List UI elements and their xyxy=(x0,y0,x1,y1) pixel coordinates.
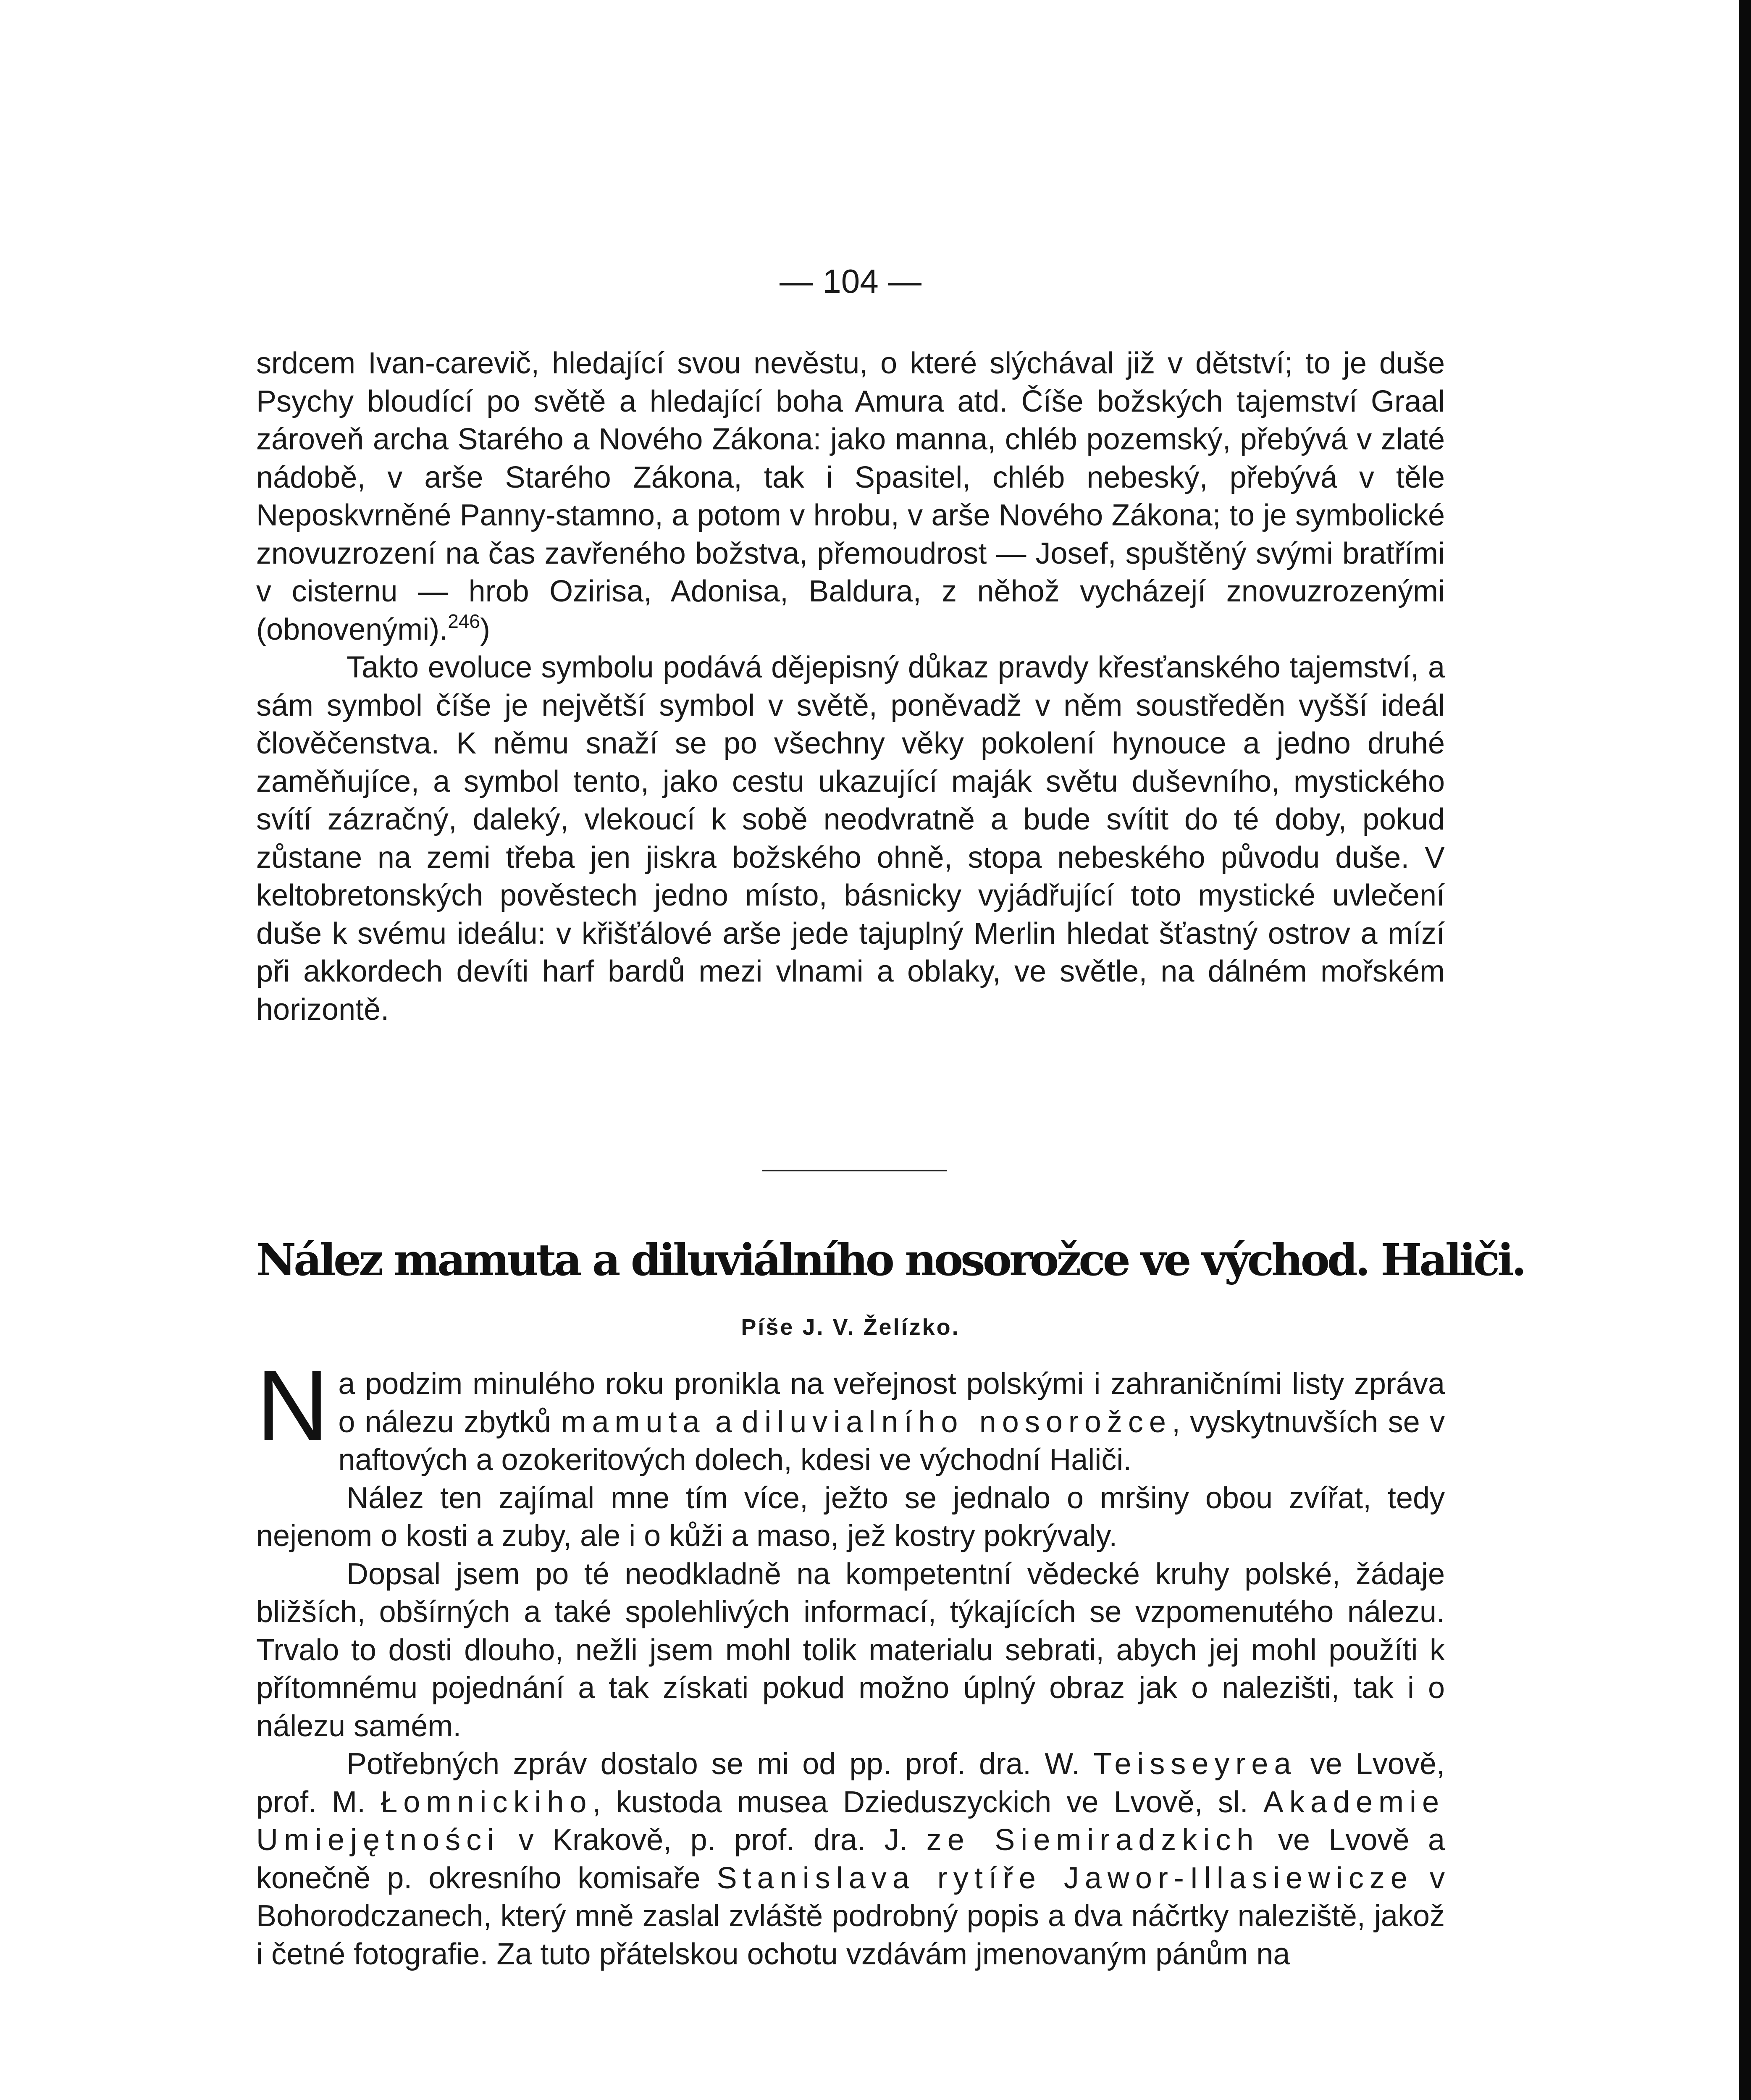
text: Potřebných zpráv dostalo se mi od pp. prof. dra. W. xyxy=(347,1747,1094,1781)
page-number: — 104 — xyxy=(780,262,921,300)
paragraph-symbol-evolution: Takto evoluce symbolu podává dějepisný důkaz pravdy křesťanského tajemství, a sám symbol číše je největší symbol v světě, poněvadž v něm soustředěn vyšší ideál člověčenstva. K němu snaží se po všechny věky pokolení hynouce a jedno druhé zaměňujíce, a symbol tento, jako cestu ukazující maják světu duševního, mystického svítí zázračný, daleký, vlekoucí k sobě neodvratně a bude svítit do té doby, pokud zůstane na zemi třeba jen jiskra božského ohně, stopa nebeského původu duše. V keltobretonských pověstech jedno místo, básnicky vyjádřující toto mystické uvlečení duše k svému ideálu: v křišťálové arše jede tajuplný Merlin hledat šťastný ostrov a mízí při akkordech devíti harf bardů mezi vlnami a oblaky, ve světle, na dálném mořském horizontě. xyxy=(256,651,1445,1026)
text: v Krakově, p. prof. dra. J. xyxy=(500,1823,927,1857)
footnote-ref: 246 xyxy=(448,610,480,632)
text: , kustoda musea Dzieduszyckich ve Lvově, sl. xyxy=(592,1785,1263,1819)
paragraph-text: srdcem Ivan-carevič, hledající svou nevěstu, o které slýchával již v dětství; to je duše Psychy bloudící po světě a hledající boha Amura atd. Číše božských tajemství Graal zároveň archa Starého a Nového Zákona: jako manna, chléb pozemský, přebývá v zlaté nádobě, v arše Starého Zákona, tak i Spasitel, chléb nebeský, přebývá v těle Neposkvrněné Panny-stamno, a potom v hrobu, v arše Nového Zákona; to je symbolické znovuzrození na čas zavřeného božstva, přemoudrost — Josef, spuštěný svými bratřími v cisternu — hrob Ozirisa, Adonisa, Baldura, z něhož vycházejí znovuzrozenými (obnovenými). xyxy=(256,346,1445,646)
spaced-name: Teisseyrea xyxy=(1093,1747,1297,1781)
text: , vyskytnuvších se v naftových a ozokeritových dolech, kdesi ve východní Haliči. xyxy=(338,1405,1445,1477)
paragraph-continuation xyxy=(256,344,1445,648)
article-title: Nález mamuta a diluviálního nosorožce ve východ. Haliči. xyxy=(256,1234,1524,1286)
article-paragraph-2: Nález ten zajímal mne tím více, ježto se jednalo o mršiny obou zvířat, tedy nejenom o kosti a zuby, ale i o kůži a maso, jež kostry pokrývaly. xyxy=(256,1481,1445,1553)
article-body xyxy=(256,1349,1445,1973)
spaced-term: diluvialního nosorožce xyxy=(742,1405,1172,1439)
article-byline: Píše J. V. Želízko. xyxy=(741,1315,960,1340)
spaced-term: mamuta xyxy=(561,1405,706,1439)
text: a xyxy=(705,1405,742,1439)
article-paragraph-1 xyxy=(256,1349,1445,1479)
spaced-name: Łomnickiho xyxy=(381,1785,593,1819)
scan-edge xyxy=(1739,0,1751,2100)
article-paragraph-3: Dopsal jsem po té neodkladně na kompetentní vědecké kruhy polské, žádaje bližších, obšírných a také spolehlivých informací, týkajících se vzpomenutého nálezu. Trvalo to dosti dlouho, nežli jsem mohl tolik materialu sebrati, abych jej mohl použíti k přítomnému pojednání a tak získati pokud možno úplný obraz jak o nalezišti, tak i o nálezu samém. xyxy=(256,1557,1445,1743)
spaced-name: ze Siemiradzkich xyxy=(926,1823,1260,1857)
text: ve Lvově, prof. M. xyxy=(256,1747,1445,1819)
section-separator xyxy=(762,1170,947,1171)
paragraph-text-tail: ) xyxy=(480,612,490,646)
section-continuation xyxy=(256,344,1445,1029)
spaced-name: Stanislava rytíře Jawor-Illasiewicze xyxy=(717,1861,1413,1895)
article-paragraph-4 xyxy=(256,1745,1445,1973)
text: a podzim minulého roku pronikla na veřejnost polskými i zahraničními listy zpráva o nálezu zbytků xyxy=(338,1367,1445,1439)
spaced-name: Akademie Umiejętności xyxy=(256,1785,1445,1857)
drop-cap: N xyxy=(256,1349,329,1462)
text: v Bohorodczanech, který mně zaslal zvláště podrobný popis a dva náčrtky naleziště, jakož i četné fotografie. Za tuto přátelskou ochotu vzdávám jmenovaným pánům na xyxy=(256,1861,1445,1971)
text: ve Lvově a konečně p. okresního komisaře xyxy=(256,1823,1445,1895)
